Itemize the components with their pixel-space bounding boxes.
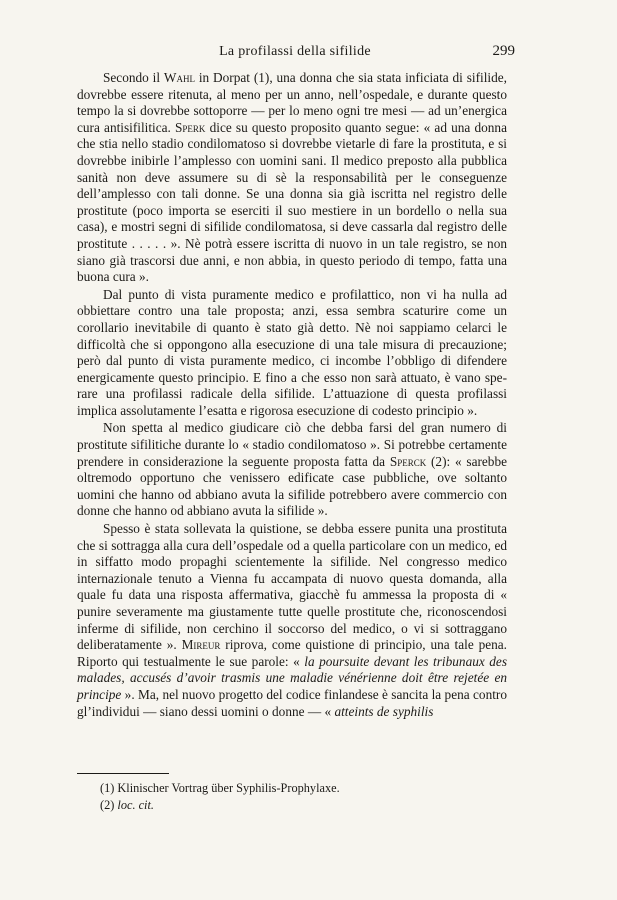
running-header <box>75 44 515 64</box>
footnote-1 <box>100 780 500 797</box>
paragraph-4 <box>77 521 507 720</box>
footnote-2 <box>100 797 500 814</box>
french-quote: atteints de syphilis <box>334 703 434 719</box>
author-name: Wahl <box>163 70 195 85</box>
footnote-2-text: loc. cit. <box>117 798 154 812</box>
text-run: ». Ma, nel nuovo progetto del codice finlandese è sancita la pena contro gl’individui — siano dessi uomini o donne — « <box>77 686 507 719</box>
page-number: 299 <box>492 43 515 59</box>
author-name: Sperck <box>389 453 427 469</box>
text-run: Non spetta al medico giudicare ciò che debba farsi del gran numero di prostitute sifilitiche durante lo « stadio condilomatoso ». Si potrebbe certamente prendere in considerazione la seguente proposta fatta da <box>77 420 507 469</box>
footnote-rule <box>77 773 169 774</box>
text-run: Secondo il <box>103 70 164 85</box>
text-run: (2): « sarebbe oltremodo opportuno che venissero edificate case pubbliche, ove soltanto uomini che hanno od abbiano avuta la sifilide potrebbero avere commercio con donne che hanno od abbiano avuta la sifilide ». <box>77 453 507 519</box>
paragraph-1 <box>77 70 507 286</box>
author-name: Mireur <box>181 637 221 653</box>
author-name: Sperk <box>175 119 206 135</box>
text-run: riprova, come quistione di principio, una tale pena. Riporto qui testualmente le sue parole: « <box>77 637 507 669</box>
text-run: dice su questo proposito quanto segue: « ad una donna che stia nello stadio condilomatoso si dovrebbe vietarle di fare la prostituta, e si dovrebbe inibirle l’amplesso con uomini sani. Il medico preposto alla pubblica sanità non deve assumere su di sè la responsabilità per le conseguenze dell’amplesso con tali donne. Se una donna sia già iscritta nel registro delle prostitute (poco importa se eserciti il suo mestiere in un bordello o nella sua casa), e mostri segni di sifilide condilomatosa, si deve cassarla dal registro delle prostitute . . . . . ». Nè potrà essere iscritta di nuovo in un tale registro, se non siano già trascorsi due anni, e non abbia, in questo periodo di tempo, fatta una buona cura ». <box>77 119 507 285</box>
text-run: Dal punto di vista puramente medico e profilattico, non vi ha nulla ad obbiettare contro una tale proposta; anzi, essa sembra scaturire come un corollario inevitabile di quanto è stato già detto. Nè noi sappiamo celarci le difficoltà che si oppongono alla esecuzione di una tale misura di precauzione; però dal punto di vista puramente medico, ci incombe l’obbligo di difendere energicamente questo principio. E fino a che esso non sarà attuato, è vano sperare una profilassi radicale della sifilide. L’attuazione di questa profilassi implica assolutamente l’esatta e rigorosa esecuzione di codesto principio ». <box>77 286 507 418</box>
paragraph-2 <box>77 287 507 420</box>
text-run: in Dorpat (1), una donna che sia stata inficiata di sifilide, dovrebbe essere ritenuta, al meno per un anno, nell’ospedale, e durante questo tempo la si dovrebbe sottoporre — per lo meno ogni tre mesi — ad un’energica cura antisifilitica. <box>77 70 507 135</box>
body-text <box>77 70 507 720</box>
paragraph-3 <box>77 420 507 520</box>
footnote-2-mark: (2) <box>100 798 118 812</box>
french-quote: la poursuite devant les tribunaux des malades, accusés d’avoir trasmis une maladie vénérienne doit être rejetée en principe <box>77 653 507 702</box>
footnotes <box>100 780 500 814</box>
running-title: La profilassi della sifilide <box>219 44 371 59</box>
footnote-1-text: (1) Klinischer Vortrag über Syphilis-Prophylaxe. <box>100 781 340 795</box>
text-run: Spesso è stata sollevata la quistione, se debba essere punita una prostituta che si sottragga alla cura dell’ospedale od a quella particolare con un medico, ed in siffatto modo propaghi scientemente la sifilide. Nel congresso medico internazionale tenuto a Vienna fu accampata di nuovo questa domanda, alla quale fu data una risposta affermativa, giacchè fu ammessa la proposta di « punire severamente ma giustamente tutte quelle prostitute che, riconoscendosi inferme di sifilide, non cerchino il soccorso del medico, o vi si sottraggano deliberatamente ». <box>77 521 507 653</box>
